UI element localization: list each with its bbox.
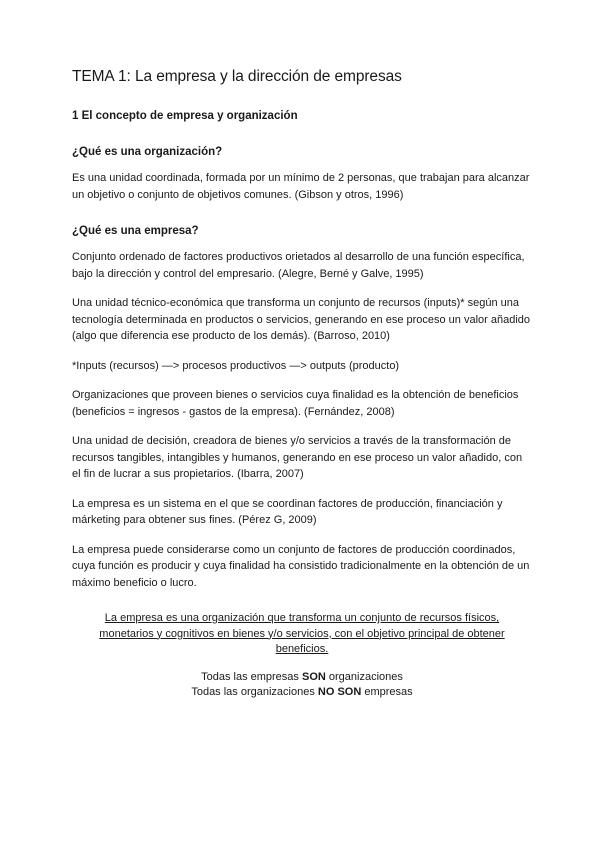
company-definition-2: Una unidad técnico-económica que transforma un conjunto de recursos (inputs)* según una tecnología determinada en productos o servicios, generando en ese proceso un valor añadido (algo que diferencia ese producto de los demás). (Barroso, 2010) [72, 297, 531, 342]
conclusion-line-2-bold: NO SON [317, 685, 362, 698]
conclusion-line-2 [72, 685, 532, 700]
question-organization: ¿Qué es una organización? [72, 146, 223, 158]
organization-definition: Es una unidad coordinada, formada por un mínimo de 2 personas, que trabajan para alcanzar un objetivo o conjunto de objetivos comunes. (Gibson y otros, 1996) [72, 172, 530, 201]
company-definition-5: La empresa es un sistema en el que se coordinan factores de producción, financiación y márketing para obtener sus fines. (Pérez G, 2009) [72, 497, 503, 526]
company-definition-4: Una unidad de decisión, creadora de bienes y/o servicios a través de la transformación de recursos tangibles, intangibles y humanos, generando en ese proceso un valor añadido, con el fin de lucrar a sus propietarios. (Ibarra, 2007) [72, 435, 523, 480]
company-definition-6: La empresa puede considerarse como un conjunto de factores de producción coordinados, cuya función es producir y cuya finalidad ha consistido tradicionalmente en la obtención de un máximo beneficio o lucro. [72, 543, 530, 589]
company-definition-1: Conjunto ordenado de factores productivos orietados al desarrollo de una función específica, bajo la dirección y control del empresario. (Alegre, Berné y Galve, 1995) [72, 251, 525, 280]
conclusion-line-1-post: organizaciones [325, 670, 403, 683]
conclusion-line-2-pre: Todas las organizaciones [191, 685, 318, 698]
page-title: TEMA 1: La empresa y la dirección de empresas [72, 68, 402, 85]
question-company: ¿Qué es una empresa? [72, 225, 199, 237]
inputs-footnote: *Inputs (recursos) —> procesos productivos —> outputs (producto) [72, 359, 400, 372]
summary-definition: La empresa es una organización que transforma un conjunto de recursos físicos, monetarios y cognitivos en bienes y/o servicios, con el objetivo principal de obtener beneficios. [99, 612, 505, 655]
conclusion-line-1-bold: SON [301, 670, 326, 683]
conclusion-line-1-pre: Todas las empresas [201, 670, 302, 683]
document-page [72, 66, 532, 700]
company-definition-3: Organizaciones que proveen bienes o servicios cuya finalidad es la obtención de beneficios (beneficios = ingresos - gastos de la empresa). (Fernández, 2008) [72, 389, 519, 418]
section-heading: 1 El concepto de empresa y organización [72, 110, 298, 122]
conclusion-line-2-post: empresas [361, 685, 413, 698]
conclusion-line-1 [72, 670, 532, 685]
